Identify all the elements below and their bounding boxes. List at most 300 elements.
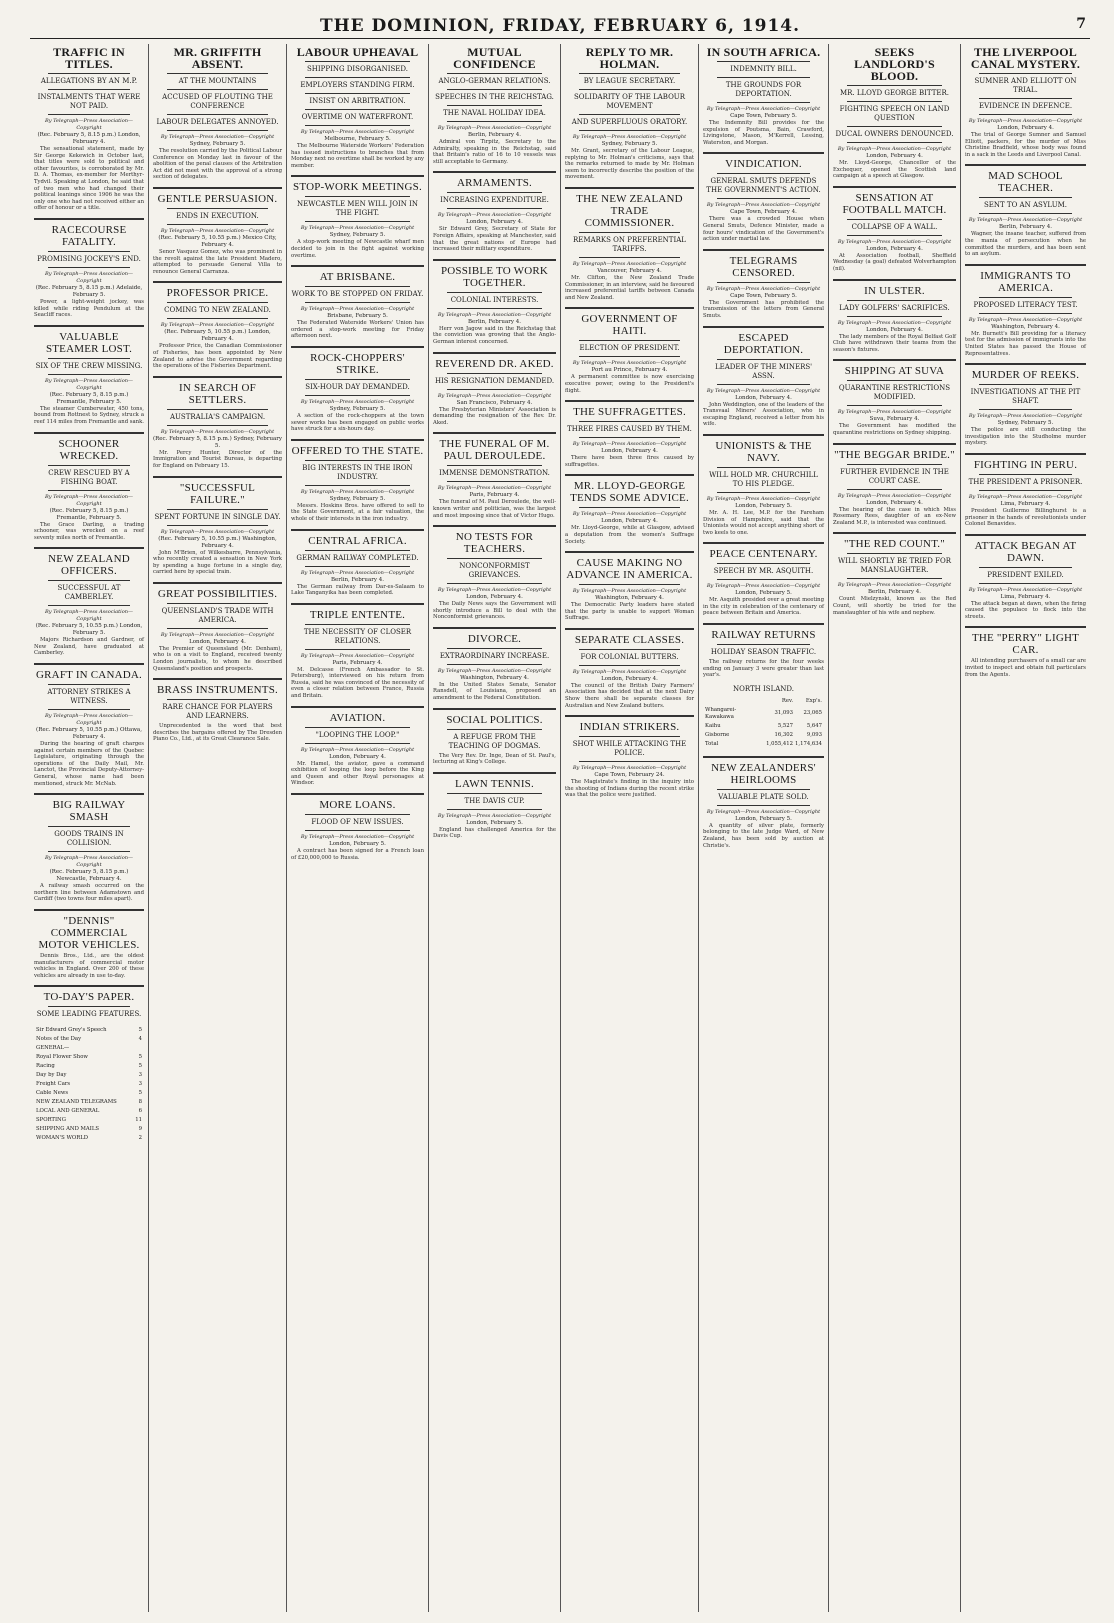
article-divider: [34, 218, 144, 220]
subheadline: INVESTIGATIONS AT THE PIT SHAFT.: [970, 388, 1081, 406]
article-lead: The Daily News says the Government will shortly introduce a Bill to deal with the Nonconformist grievances.: [433, 601, 556, 621]
subhead-rule: [305, 566, 410, 567]
dateline: Cape Town, February 4.: [730, 209, 797, 216]
article-body: [34, 299, 144, 319]
subhead-rule: [579, 257, 680, 258]
article: [433, 772, 556, 840]
dateline: London, February 4.: [329, 753, 386, 760]
article: [703, 756, 824, 849]
press-credit: By Telegraph—Press Association—Copyright: [837, 409, 952, 416]
article: [703, 623, 824, 679]
subhead-rule: [447, 664, 542, 665]
article-body: [965, 508, 1086, 528]
subheadline: HIS RESIGNATION DEMANDED.: [434, 376, 555, 385]
article-lead: A railway smash occurred on the northern line between Adamstown and Cardiff (two towns four miles apart).: [34, 883, 144, 903]
subhead-rule: [48, 684, 130, 685]
article: [433, 171, 556, 252]
article-body: [565, 602, 694, 622]
dateline: Berlin, February 4.: [468, 318, 521, 325]
article-body: [291, 848, 424, 861]
article: [34, 325, 144, 426]
dateline: London, February 4.: [997, 125, 1054, 131]
article-divider: [565, 628, 694, 630]
dateline: Washington, February 4.: [460, 674, 529, 681]
article-body: [291, 667, 424, 700]
article: [34, 218, 144, 319]
article-lead: Dennis Bros., Ltd., are the oldest manufacturers of commercial motor vehicles in England. Over 200 of these vehicles are already in use to-day.: [34, 953, 144, 979]
subhead-rule: [979, 213, 1072, 214]
subheadline: NEWCASTLE MEN WILL JOIN IN THE FIGHT.: [297, 200, 418, 218]
subhead-rule: [979, 98, 1072, 99]
feature-name: Racing: [36, 1063, 55, 1070]
feature-page: 6: [138, 1108, 142, 1115]
article-body: [34, 741, 144, 787]
table-header-cell: Exp's.: [805, 697, 822, 704]
subheadline: SPEECHES IN THE REICHSTAG.: [435, 93, 554, 101]
dateline: London, February 5.: [735, 815, 792, 822]
headline: THE "PERRY" LIGHT CAR.: [971, 632, 1080, 657]
article-lead: The council of the British Dairy Farmers' Association has decided that at the next Dairy Show there shall be separate classes for Australian and New Zealand butters.: [565, 682, 694, 709]
subhead-rule: [167, 603, 268, 604]
article: [965, 453, 1086, 528]
subheadline: GERMAN RAILWAY COMPLETED.: [296, 553, 419, 562]
press-credit: By Telegraph—Press Association—Copyright: [572, 765, 687, 772]
table-cell: 23,065: [803, 710, 822, 717]
article-divider: [153, 582, 282, 584]
article-body: [833, 334, 956, 354]
article-divider: [703, 152, 824, 154]
subheadline: LADY GOLFERS' SACRIFICES.: [839, 303, 950, 312]
headline: TELEGRAMS CENSORED.: [729, 254, 798, 279]
headline: INDIAN STRIKERS.: [579, 721, 680, 734]
subhead-rule: [847, 300, 942, 301]
dateline: Berlin, February 4.: [468, 132, 521, 138]
article-divider: [965, 453, 1086, 455]
article-divider: [703, 756, 824, 758]
headline: IN SOUTH AFRICA.: [706, 45, 821, 59]
headline: BRASS INSTRUMENTS.: [157, 684, 278, 697]
press-credit: By Telegraph—Press Association—Copyright: [160, 227, 275, 234]
article: [433, 46, 556, 165]
subheadline: WILL HOLD MR. CHURCHILL TO HIS PLEDGE.: [709, 470, 818, 488]
article-lead: Sir Edward Grey, Secretary of State for Foreign Affairs, speaking at Manchester, said that the great nations of Europe had increased their military expenditure.: [433, 226, 556, 253]
article-lead: The trial of George Sumner and Samuel Elliott, packers, for the murder of Miss Christine Bradfield, whose body was found in a sack in the Leeds and Liverpool Canal.: [965, 132, 1086, 158]
subheadline: SHOT WHILE ATTACKING THE POLICE.: [572, 740, 687, 758]
article-lead: The Government has prohibited the transmission of the letters from General Smuts.: [703, 299, 824, 319]
article: [833, 46, 956, 180]
article-body: [965, 132, 1086, 158]
press-credit: By Telegraph—Press Association—Copyright: [160, 631, 275, 638]
subhead-rule: [979, 583, 1072, 584]
headline: ESCAPED DEPORTATION.: [723, 331, 804, 356]
subhead-rule: [447, 809, 542, 810]
article-lead: Mr. Burnett's Bill providing for a literacy test for the admission of immigrants into the United States has passed the House of Representatives.: [965, 330, 1086, 357]
subhead-rule: [979, 297, 1072, 298]
article: [291, 603, 424, 700]
article: [565, 307, 694, 394]
subheadline: WORK TO BE STOPPED ON FRIDAY.: [291, 290, 424, 299]
article-body: [833, 423, 956, 436]
press-credit: By Telegraph—Press Association—Copyright: [45, 270, 133, 284]
article-body: [703, 120, 824, 146]
subhead-rule: [167, 509, 268, 510]
article: [703, 249, 824, 320]
subhead-rule: [717, 644, 810, 645]
press-credit: By Telegraph—Press Association—Copyright: [706, 808, 821, 815]
headline: IN SEARCH OF SETTLERS.: [179, 381, 256, 406]
table-cell: 31,093: [774, 710, 794, 717]
article: [965, 534, 1086, 621]
feature-page: 11: [135, 1117, 142, 1124]
press-credit: By Telegraph—Press Association—Copyright: [837, 582, 952, 589]
article-divider: [833, 186, 956, 188]
article-lead: A quantity of silver plate, formerly belonging to the late Judge Ward, of New Zealand, has been sold by auction at Christie's.: [703, 822, 824, 849]
article-body: [34, 883, 144, 903]
headline: MR. LLOYD-GEORGE TENDS SOME ADVICE.: [570, 480, 689, 505]
article-lead: Mr. Lloyd-George, while at Glasgow, advised a deputation from the women's Suffrage Society.: [565, 525, 694, 545]
article-lead: The steamer Cumberwater, 450 tons, bound from Rottnest to Sydney, struck a reef 114 miles from Fremantle and sank.: [34, 405, 144, 425]
article-body: [565, 148, 694, 181]
subhead-rule: [717, 77, 810, 78]
article: [34, 46, 144, 212]
headline: NEW ZEALANDERS' HEIRLOOMS: [711, 761, 816, 786]
press-credit: By Telegraph—Press Association—Copyright: [45, 493, 133, 507]
column-4: [428, 44, 560, 1612]
article: [153, 187, 282, 275]
press-credit: By Telegraph—Press Association—Copyright: [968, 493, 1083, 500]
article-divider: [34, 325, 144, 327]
dateline: London, February 4.: [866, 499, 923, 506]
article: [565, 551, 694, 622]
dateline: London, February 5.: [735, 502, 792, 509]
article-body: [833, 507, 956, 527]
article-body: [703, 300, 824, 320]
subhead-rule: [579, 665, 680, 666]
article-divider: [291, 346, 424, 348]
subheadline: QUEENSLAND'S TRADE WITH AMERICA.: [161, 606, 274, 624]
press-credit: By Telegraph—Press Association—Copyright: [300, 488, 415, 495]
article-divider: [153, 281, 282, 283]
subheadline: FIGHTING SPEECH ON LAND QUESTION: [839, 105, 950, 122]
subheadline: REMARKS ON PREFERENTIAL TARIFFS.: [573, 235, 686, 253]
article-lead: The Very Rev. Dr. Inge, Dean of St. Paul's, lecturing at King's College.: [433, 752, 556, 766]
table-cell: Total: [705, 740, 719, 747]
article-body: [153, 450, 282, 470]
press-credit: By Telegraph—Press Association—Copyright: [437, 587, 552, 594]
press-credit: By Telegraph—Press Association—Copyright: [968, 118, 1083, 124]
headline: AT BRISBANE.: [319, 271, 396, 284]
table-cell: 16,302: [774, 731, 794, 738]
subhead-rule: [717, 805, 810, 806]
article: [965, 46, 1086, 158]
subhead-rule: [167, 699, 268, 700]
article: [433, 432, 556, 519]
article-lead: The Melbourne Waterside Workers' Federation has issued instructions to branches that from Monday next no overtime shall be worked by any member.: [291, 143, 424, 169]
article: [703, 46, 824, 146]
headline: TO-DAY'S PAPER.: [43, 991, 135, 1004]
subhead-rule: [979, 73, 1072, 74]
subhead-rule: [847, 85, 942, 86]
dateline: (Rec. February 5, 8.15 p.m.) Fremantle, February 5.: [49, 507, 129, 521]
headline: IMMIGRANTS TO AMERICA.: [980, 269, 1071, 294]
dateline: Cape Town, February 24.: [594, 772, 665, 779]
article: [565, 400, 694, 468]
headline: OFFERED TO THE STATE.: [291, 444, 424, 457]
article-body: [833, 253, 956, 273]
press-credit: By Telegraph—Press Association—Copyright: [437, 392, 552, 399]
subhead-rule: [717, 579, 810, 580]
feature-page: 2: [138, 1135, 142, 1142]
article: [703, 685, 824, 750]
subhead-rule: [847, 316, 942, 317]
article-divider: [433, 627, 556, 629]
subheadline: BY LEAGUE SECRETARY.: [583, 77, 676, 85]
article-body: [965, 427, 1086, 447]
article: [291, 793, 424, 861]
article-divider: [153, 187, 282, 189]
article-body: [153, 723, 282, 743]
press-credit: By Telegraph—Press Association—Copyright: [300, 569, 415, 576]
press-credit: By Telegraph—Press Association—Copyright: [837, 238, 952, 245]
subhead-rule: [167, 318, 268, 319]
press-credit: By Telegraph—Press Association—Copyright: [572, 360, 687, 367]
headline: MUTUAL CONFIDENCE: [453, 45, 536, 71]
article-lead: The police are still conducting the investigation into the Studholme murder mystery.: [965, 427, 1086, 447]
subhead-rule: [579, 232, 680, 233]
feature-page: 3: [138, 1081, 142, 1088]
column-6: [698, 44, 828, 1612]
article-body: [291, 584, 424, 597]
subheadline: ENDS IN EXECUTION.: [176, 211, 259, 220]
subhead-rule: [579, 130, 680, 131]
article-lead: M. Delcasse (French Ambassador to St. Petersburg), interviewed on his return from Russia, said he was convinced of the necessity of even a closer relation between France, Russia and Britain.: [291, 666, 424, 700]
article-divider: [703, 623, 824, 625]
article-lead: John Weddington, one of the leaders of the Transvaal Miners' Association, who in escaping England, received a letter from his wife.: [703, 401, 824, 428]
masthead-title: THE DOMINION, FRIDAY, FEBRUARY 6, 1914.: [319, 16, 801, 36]
press-credit: By Telegraph—Press Association—Copyright: [437, 667, 552, 674]
article-body: [965, 231, 1086, 257]
subheadline: SOME LEADING FEATURES.: [36, 1010, 142, 1019]
subheadline: ANGLO-GERMAN RELATIONS.: [438, 77, 551, 85]
subheadline: EVIDENCE IN DEFENCE.: [978, 102, 1073, 110]
article-divider: [703, 326, 824, 328]
subhead-rule: [847, 380, 942, 381]
subhead-rule: [717, 384, 810, 385]
dateline: Sydney, February 5.: [329, 405, 386, 412]
article-lead: The Magistrate's finding in the inquiry into the shooting of Indians during the recent strike was that the police were justified.: [565, 779, 694, 799]
subheadline: GOODS TRAINS IN COLLISION.: [54, 830, 124, 848]
article-lead: The Government has modified the quarantine restrictions on Sydney shipping.: [833, 423, 956, 436]
article-divider: [433, 171, 556, 173]
article-lead: Messrs. Hoskins Bros. have offered to sell to the State Government, at a fair valuation, the whole of their interests in the iron industry.: [291, 502, 424, 522]
dateline: London, February 4.: [601, 448, 658, 455]
press-credit: By Telegraph—Press Association—Copyright: [300, 746, 415, 753]
features-table: [34, 1025, 144, 1144]
article: [34, 909, 144, 979]
subheadline: LEADER OF THE MINERS' ASSN.: [714, 362, 813, 380]
article-divider: [34, 909, 144, 911]
feature-name: SPORTING: [36, 1117, 66, 1124]
article-lead: A section of the rock-choppers at the town sewer works has been engaged on public works have struck for a six-hours day.: [291, 412, 424, 433]
headline: THE SUFFRAGETTES.: [573, 406, 686, 419]
article-divider: [565, 551, 694, 553]
subhead-rule: [847, 126, 942, 127]
headline: VINDICATION.: [725, 158, 802, 171]
headline: "THE RED COUNT.": [844, 538, 945, 551]
dateline: (Rec. February 5, 10.55 p.m.) London, February 5.: [35, 623, 143, 637]
press-credit: By Telegraph—Press Association—Copyright: [160, 528, 275, 535]
article-divider: [833, 443, 956, 445]
article-divider: [833, 532, 956, 534]
article-divider: [565, 715, 694, 717]
headline: SENSATION AT FOOTBALL MATCH.: [842, 191, 947, 216]
article-lead: Count Mielzynski, known as the Red Count, will shortly be tried for the manslaughter of his wife and nephew.: [833, 596, 956, 616]
table-cell: 5,527: [777, 722, 794, 729]
subhead-rule: [847, 578, 942, 579]
headline: GRAFT IN CANADA.: [36, 669, 142, 682]
article: [153, 678, 282, 743]
subhead-rule: [167, 425, 268, 426]
dateline: London, February 5.: [466, 819, 523, 826]
article-divider: [291, 265, 424, 267]
subheadline: AND SUPERFLUOUS ORATORY.: [571, 118, 688, 126]
press-credit: By Telegraph—Press Association—Copyright: [300, 398, 415, 405]
subhead-rule: [305, 550, 410, 551]
article: [833, 279, 956, 354]
headline: STOP-WORK MEETINGS.: [293, 181, 422, 194]
article-lead: Herr von Jagow said in the Reichstag that the conviction was growing that the Anglo-German interest concerned.: [433, 325, 556, 345]
article-lead: Mr. Clifton, the New Zealand Trade Commissioner, in an interview, said he favoured increased preferential tariffs between Canada and New Zealand.: [565, 274, 694, 301]
subheadline: ALLEGATIONS BY AN M.P.: [40, 77, 138, 85]
article-divider: [291, 529, 424, 531]
headline: SEPARATE CLASSES.: [574, 633, 685, 646]
subhead-rule: [167, 89, 268, 90]
column-3: [286, 44, 428, 1612]
article-lead: Mr. Grant, secretary of the Labour League, replying to Mr. Holman's criticisms, says that the remarks returned to made by Mr. Holman seem to incorrectly describe the position of the movement.: [565, 148, 694, 181]
subhead-rule: [305, 77, 410, 78]
press-credit: By Telegraph—Press Association—Copyright: [968, 586, 1083, 593]
dateline: London, February 5.: [735, 590, 792, 597]
subheadline: THE NAVAL HOLIDAY IDEA.: [443, 109, 546, 117]
headline: MAD SCHOOL TEACHER.: [988, 170, 1063, 195]
article-lead: Unprecedented is the word that best describes the bargains offered by The Dresden Piano Co., Ltd., at its Great Clearance Sale.: [153, 723, 282, 743]
headline: MURDER OF REEKS.: [971, 369, 1080, 382]
feature-row: [36, 1072, 142, 1079]
headline: RAILWAY RETURNS: [711, 629, 816, 642]
press-credit: By Telegraph—Press Association—Copyright: [572, 588, 687, 595]
feature-page: 8: [138, 1099, 142, 1106]
press-credit: By Telegraph—Press Association—Copyright: [45, 118, 133, 131]
subheadline: NONCONFORMIST GRIEVANCES.: [459, 562, 530, 580]
subhead-rule: [305, 460, 410, 461]
headline: "SUCCESSFUL FAILURE.": [179, 481, 256, 506]
article-lead: The railway returns for the four weeks ending on January 3 were greater than last year's.: [703, 659, 824, 679]
article-divider: [565, 474, 694, 476]
table-cell: Gisborne: [705, 731, 730, 738]
subhead-rule: [305, 743, 410, 744]
dateline: (Rec. February 5, 8.15 p.m.) Fremantle, February 5.: [49, 391, 129, 405]
dateline: Lima, February 4.: [1000, 593, 1051, 600]
dateline: (Rec. February 5, 8.15 p.m.) Sydney, February 5.: [153, 435, 283, 449]
article-divider: [703, 434, 824, 436]
headline: SEEKS LANDLORD'S BLOOD.: [854, 45, 935, 83]
subhead-rule: [305, 485, 410, 486]
article-body: [565, 275, 694, 301]
subhead-rule: [447, 481, 542, 482]
article-divider: [153, 678, 282, 680]
headline: CENTRAL AFRICA.: [308, 534, 407, 547]
article-divider: [833, 279, 956, 281]
headline: THE FUNERAL OF M. PAUL DEROULEDE.: [439, 438, 550, 463]
feature-page: 3: [138, 1072, 142, 1079]
subhead-rule: [717, 563, 810, 564]
subhead-rule: [48, 826, 130, 827]
subhead-rule: [579, 761, 680, 762]
subheadline: ACCUSED OF FLOUTING THE CONFERENCE: [162, 93, 273, 110]
subhead-rule: [447, 89, 542, 90]
article-divider: [965, 626, 1086, 628]
article: [703, 326, 824, 428]
article-body: [433, 499, 556, 519]
feature-page: 4: [138, 1036, 142, 1043]
headline: NO TESTS FOR TEACHERS.: [455, 531, 534, 556]
article-lead: Mr. Percy Hunter, Director of the Immigration and Tourist Bureau, is departing for England on February 15.: [153, 449, 282, 469]
subheadline: THE GROUNDS FOR DEPORTATION.: [725, 81, 802, 98]
subhead-rule: [305, 814, 410, 815]
column-5: [560, 44, 698, 1612]
article: [433, 627, 556, 702]
article-body: [703, 216, 824, 242]
dateline: (Rec. February 5, 8.15 p.m.) London, February 4.: [37, 132, 141, 145]
subheadline: BIG INTERESTS IN THE IRON INDUSTRY.: [302, 463, 413, 481]
subhead-rule: [847, 464, 942, 465]
article-body: [291, 320, 424, 340]
press-credit: By Telegraph—Press Association—Copyright: [160, 134, 275, 140]
table-cell: 1,174,634: [795, 740, 822, 747]
subhead-rule: [717, 282, 810, 283]
headline: UNIONISTS & THE NAVY.: [715, 439, 812, 464]
article-lead: In the United States Senate, Senator Ransdell, of Louisiana, proposed an amendment to the Federal Constitution.: [433, 681, 556, 702]
article-lead: The resolution carried by the Political Labour Conference on Monday last in favour of the abolition of the penal clauses of the Arbitration Act did not meet with the approval of a strong section of delegates.: [153, 148, 282, 181]
article-lead: The Indemnity Bill provides for the expulsion of Poutsma, Bain, Crawford, Livingstone, Mason, M'Kerrell, Lessing, Waterston, and Morgan.: [703, 120, 824, 146]
headline: POSSIBLE TO WORK TOGETHER.: [440, 264, 549, 289]
subheadline: SUCCESSFUL AT CAMBERLEY.: [57, 584, 121, 602]
subheadline: PROPOSED LITERACY TEST.: [973, 300, 1078, 309]
subhead-rule: [847, 405, 942, 406]
article-body: [433, 139, 556, 165]
article: [965, 264, 1086, 357]
subhead-rule: [579, 114, 680, 115]
subheadline: QUARANTINE RESTRICTIONS MODIFIED.: [838, 384, 951, 402]
feature-page: [134, 1045, 142, 1052]
subhead-rule: [48, 89, 130, 90]
press-credit: By Telegraph—Press Association—Copyright: [837, 146, 952, 152]
article-lead: The Federated Waterside Workers' Union has ordered a stop-work meeting for Friday afternoon next.: [291, 320, 424, 340]
article-divider: [34, 663, 144, 665]
subheadline: SPENT FORTUNE IN SINGLE DAY.: [154, 512, 281, 521]
feature-name: Cable News: [36, 1090, 69, 1097]
subhead-rule: [167, 130, 268, 131]
article-divider: [153, 376, 282, 378]
press-credit: By Telegraph—Press Association—Copyright: [572, 134, 687, 140]
subhead-rule: [847, 553, 942, 554]
table-row: [705, 723, 822, 730]
headline: DIVORCE.: [467, 632, 522, 645]
subheadline: THE NECESSITY OF CLOSER RELATIONS.: [303, 627, 412, 645]
press-credit: By Telegraph—Press Association—Copyright: [45, 713, 133, 727]
subhead-rule: [579, 649, 680, 650]
headline: SOCIAL POLITICS.: [446, 713, 543, 726]
